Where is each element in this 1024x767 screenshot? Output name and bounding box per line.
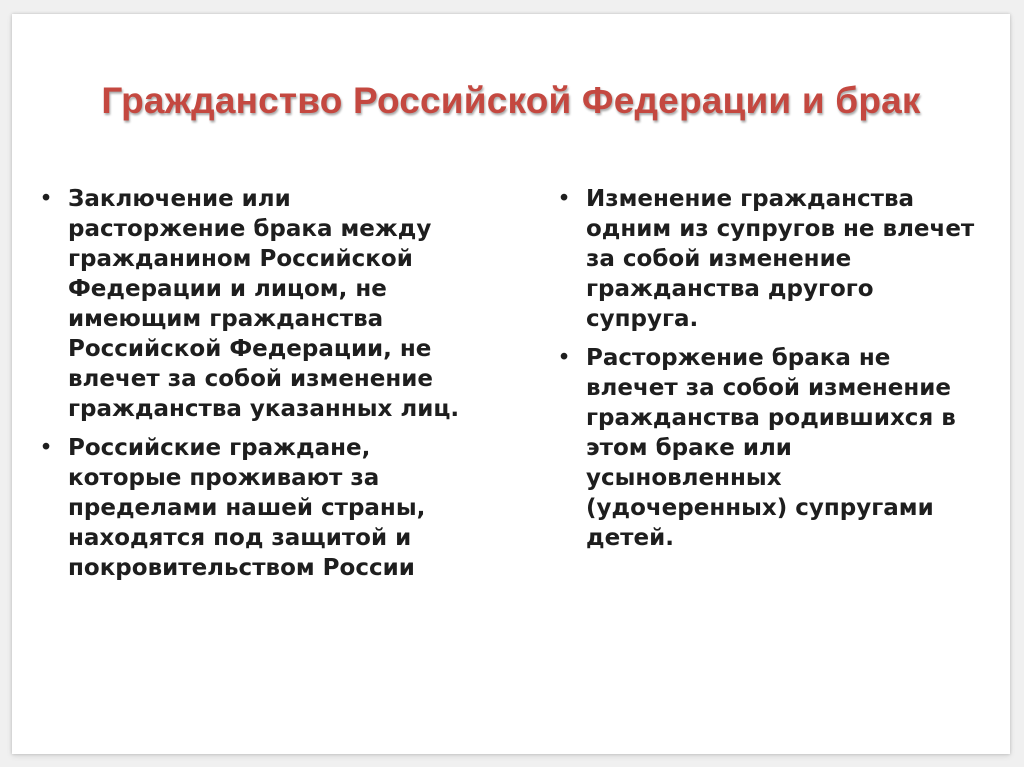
bullet-icon: • — [39, 186, 53, 212]
list-item-text: Изменение гражданства одним из супругов не влечет за собой изменение гражданства другого супруга. — [586, 186, 975, 332]
list-item-text: Российские граждане, которые проживают за пределами нашей страны, находятся под защитой и покровительством России — [68, 435, 426, 581]
list-item — [557, 343, 1006, 553]
slide — [12, 14, 1010, 754]
slide-title: Гражданство Российской Федерации и брак — [101, 80, 921, 121]
list-item-text: Заключение или расторжение брака между гражданином Российской Федерации и лицом, не имеющим гражданства Российской Федерации, не влечет за собой изменение гражданства указанных лиц. — [68, 186, 460, 422]
bullet-icon: • — [557, 186, 571, 212]
right-column — [557, 184, 1006, 562]
list-item — [39, 433, 488, 583]
bullet-icon: • — [39, 435, 53, 461]
list-item-text: Расторжение брака не влечет за собой изменение гражданства родившихся в этом браке или усыновленных (удочеренных) супругами детей. — [586, 345, 956, 551]
left-column — [39, 184, 488, 592]
list-item — [39, 184, 488, 424]
list-item — [557, 184, 1006, 334]
bullet-icon: • — [557, 345, 571, 371]
